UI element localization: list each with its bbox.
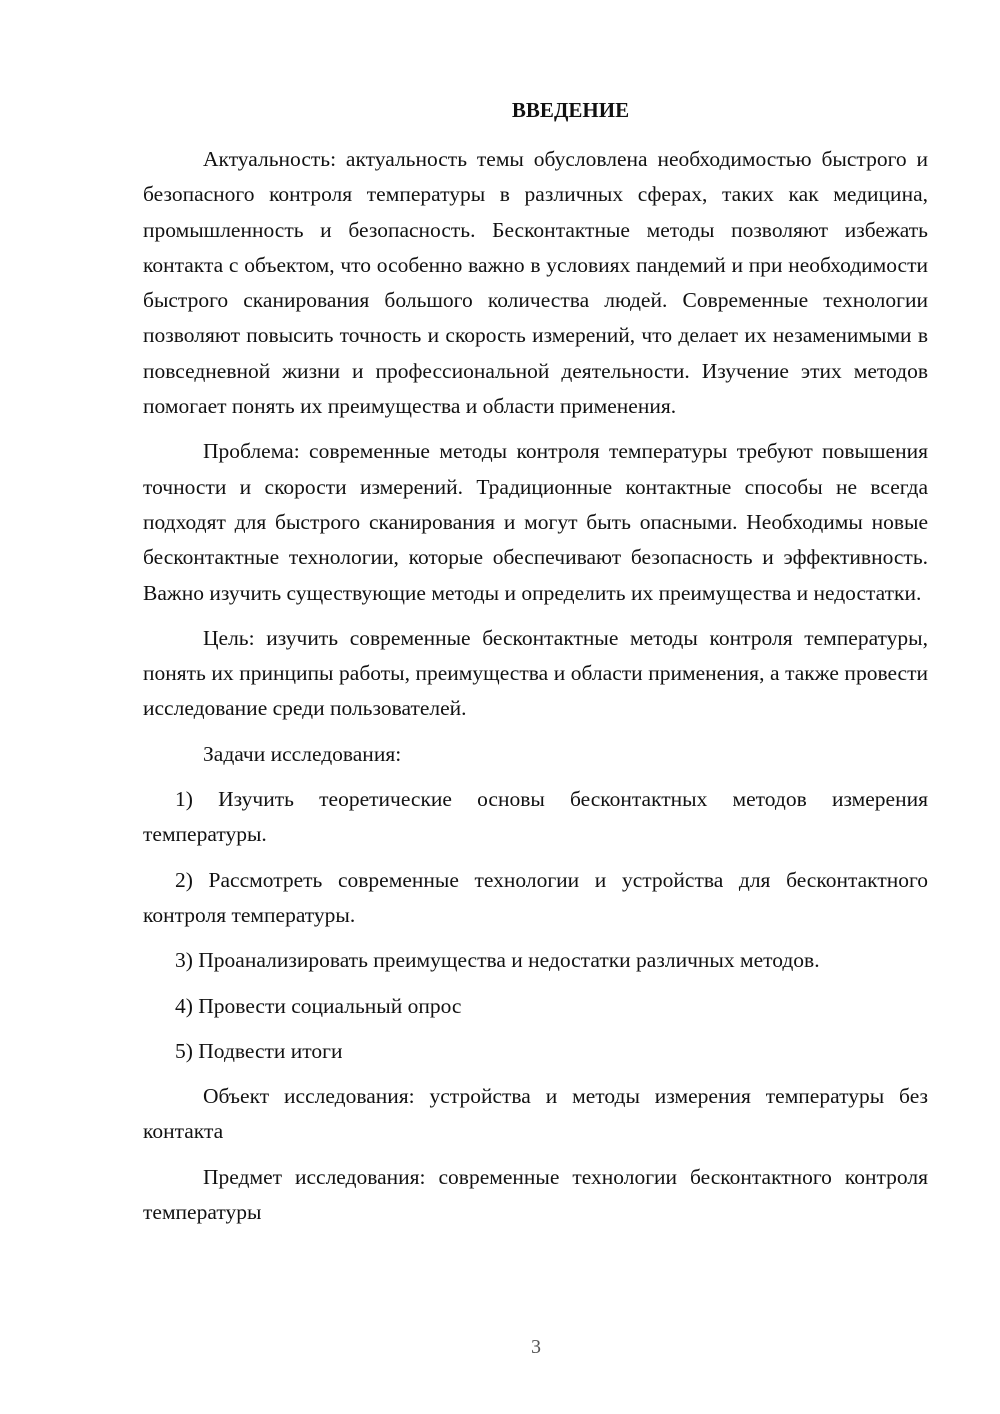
task-item-1: 1) Изучить теоретические основы бесконтактных методов измерения температуры. [143,787,928,847]
relevance-paragraph: Актуальность: актуальность темы обусловлена необходимостью быстрого и безопасного контроля температуры в различных сферах, таких как медицина, промышленность и безопасность. Бесконтактные методы позволяют избежать контакта с объектом, что особенно важно в условиях пандемий и при необходимости быстрого сканирования большого количества людей. Современные технологии позволяют повысить точность и скорость измерений, что делает их незаменимыми в повседневной жизни и профессиональной деятельности. Изучение этих методов помогает понять их преимущества и области применения. [143,147,928,419]
page-title: ВВЕДЕНИЕ [511,98,630,122]
problem-paragraph: Проблема: современные методы контроля температуры требуют повышения точности и скорости измерений. Традиционные контактные способы не всегда подходят для быстрого сканирования и могут быть опасными. Необходимы новые бесконтактные технологии, которые обеспечивают безопасность и эффективность. Важно изучить существующие методы и определить их преимущества и недостатки. [143,439,928,605]
tasks-heading: Задачи исследования: [203,741,402,766]
page-content [143,96,928,1230]
object-paragraph: Объект исследования: устройства и методы измерения температуры без контакта [143,1084,928,1144]
page-number: 3 [531,1336,541,1358]
task-item-5: 5) Подвести итоги [175,1038,343,1063]
subject-paragraph: Предмет исследования: современные технологии бесконтактного контроля температуры [143,1164,928,1225]
task-item-3: 3) Проанализировать преимущества и недостатки различных методов. [175,948,820,973]
goal-paragraph: Цель: изучить современные бесконтактные методы контроля температуры, понять их принципы работы, преимущества и области применения, а также провести исследование среди пользователей. [143,625,928,721]
task-item-4: 4) Провести социальный опрос [175,993,462,1018]
task-item-2: 2) Рассмотреть современные технологии и устройства для бесконтактного контроля температуры. [143,867,928,927]
